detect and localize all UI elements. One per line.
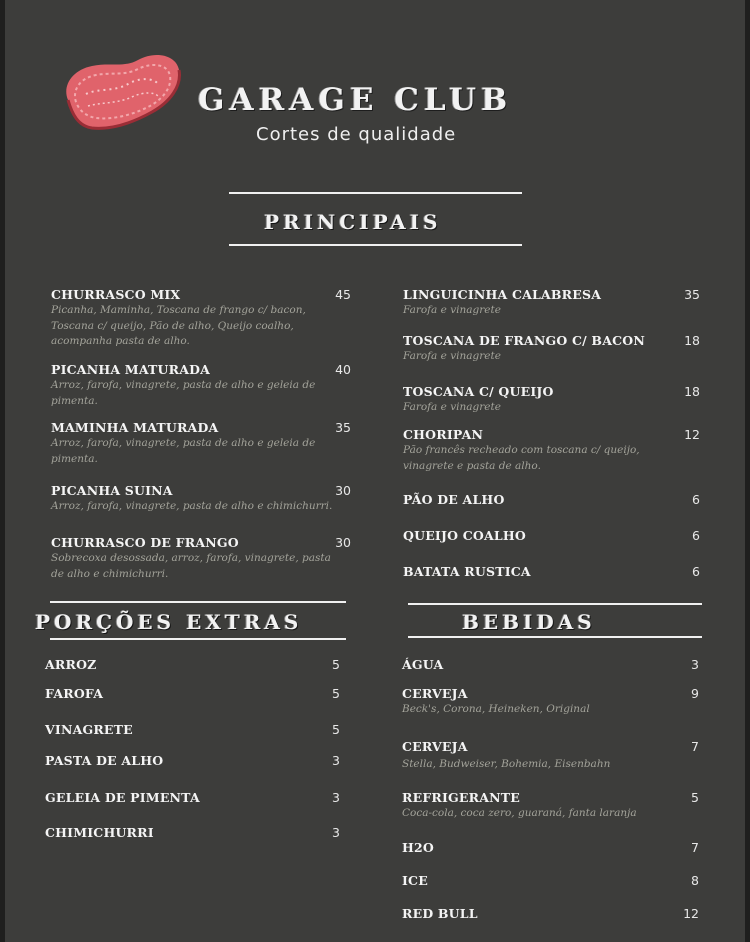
item-description: Farofa e vinagrete bbox=[403, 350, 501, 362]
item-name: TOSCANA DE FRANGO C/ BACON bbox=[403, 333, 645, 348]
item-price: 35 bbox=[684, 287, 700, 302]
item-price: 3 bbox=[332, 753, 340, 768]
item-name: H2O bbox=[402, 840, 434, 855]
item-name: PASTA DE ALHO bbox=[45, 753, 164, 768]
item-name: FAROFA bbox=[45, 686, 104, 701]
menu-item bbox=[51, 535, 343, 582]
item-name: REFRIGERANTE bbox=[402, 790, 520, 805]
item-price: 7 bbox=[691, 739, 699, 754]
item-name: CHIMICHURRI bbox=[45, 825, 154, 840]
item-description: Coca-cola, coca zero, guaraná, fanta laranja bbox=[402, 807, 637, 819]
item-price: 6 bbox=[692, 528, 700, 543]
item-name: BATATA RUSTICA bbox=[403, 564, 531, 579]
item-name: GELEIA DE PIMENTA bbox=[45, 790, 200, 805]
item-description: Arroz, farofa, vinagrete, pasta de alho e geleia de pimenta. bbox=[51, 379, 316, 407]
item-name: PÃO DE ALHO bbox=[403, 492, 505, 507]
item-price: 30 bbox=[335, 483, 351, 498]
menu-item bbox=[403, 287, 663, 319]
item-price: 5 bbox=[691, 790, 699, 805]
item-name: CERVEJA bbox=[402, 739, 468, 754]
item-name: LINGUICINHA CALABRESA bbox=[403, 287, 602, 302]
item-name: QUEIJO COALHO bbox=[403, 528, 526, 543]
item-name: ÁGUA bbox=[402, 657, 444, 672]
steak-icon bbox=[58, 48, 182, 134]
brand-title: GARAGE CLUB bbox=[198, 82, 513, 118]
item-name: ICE bbox=[402, 873, 428, 888]
menu-item bbox=[45, 825, 154, 840]
item-description: Picanha, Maminha, Toscana de frango c/ bacon, Toscana c/ queijo, Pão de alho, Queijo coalho, acompanha pasta de alho. bbox=[51, 304, 306, 347]
item-name: CHURRASCO DE FRANGO bbox=[51, 535, 239, 550]
item-description: Arroz, farofa, vinagrete, pasta de alho e geleia de pimenta. bbox=[51, 437, 316, 465]
divider bbox=[229, 244, 522, 246]
item-name: PICANHA SUINA bbox=[51, 483, 173, 498]
menu-item bbox=[51, 420, 343, 467]
item-price: 6 bbox=[692, 564, 700, 579]
item-name: RED BULL bbox=[402, 906, 478, 921]
item-price: 5 bbox=[332, 722, 340, 737]
item-price: 30 bbox=[335, 535, 351, 550]
menu-item bbox=[45, 753, 163, 768]
right-border bbox=[745, 0, 750, 942]
item-price: 3 bbox=[332, 790, 340, 805]
item-price: 7 bbox=[691, 840, 699, 855]
divider bbox=[229, 192, 522, 194]
menu-item bbox=[51, 287, 343, 350]
item-name: TOSCANA C/ QUEIJO bbox=[403, 384, 554, 399]
menu-item bbox=[45, 686, 103, 701]
item-description: Farofa e vinagrete bbox=[403, 304, 501, 316]
item-name: ARROZ bbox=[45, 657, 97, 672]
item-price: 35 bbox=[335, 420, 351, 435]
divider bbox=[408, 636, 702, 638]
menu-item bbox=[403, 528, 663, 543]
item-price: 12 bbox=[683, 906, 699, 921]
item-price: 18 bbox=[684, 384, 700, 399]
item-price: 12 bbox=[684, 427, 700, 442]
divider bbox=[50, 601, 346, 603]
item-description: Farofa e vinagrete bbox=[403, 401, 501, 413]
item-name: CERVEJA bbox=[402, 686, 468, 701]
menu-item bbox=[51, 483, 351, 515]
item-price: 5 bbox=[332, 686, 340, 701]
item-description: Sobrecoxa desossada, arroz, farofa, vinagrete, pasta de alho e chimichurri. bbox=[51, 552, 331, 580]
menu-item bbox=[402, 739, 662, 773]
menu-item bbox=[45, 790, 200, 805]
section-title-bebidas: BEBIDAS bbox=[462, 610, 596, 634]
item-name: PICANHA MATURADA bbox=[51, 362, 211, 377]
item-name: VINAGRETE bbox=[45, 722, 133, 737]
item-name: MAMINHA MATURADA bbox=[51, 420, 219, 435]
item-description: Beck's, Corona, Heineken, Original bbox=[402, 703, 590, 715]
divider bbox=[50, 638, 346, 640]
item-price: 8 bbox=[691, 873, 699, 888]
menu-item bbox=[402, 686, 662, 718]
item-price: 18 bbox=[684, 333, 700, 348]
item-price: 9 bbox=[691, 686, 699, 701]
menu-item bbox=[45, 722, 133, 737]
item-description: Pão francês recheado com toscana c/ queijo, vinagrete e pasta de alho. bbox=[403, 444, 640, 472]
menu-item bbox=[402, 873, 662, 888]
menu-item bbox=[403, 564, 663, 579]
menu-item bbox=[402, 790, 662, 822]
item-price: 40 bbox=[335, 362, 351, 377]
item-price: 45 bbox=[335, 287, 351, 302]
left-border bbox=[0, 0, 5, 942]
item-description: Arroz, farofa, vinagrete, pasta de alho e chimichurri. bbox=[51, 500, 333, 512]
divider bbox=[408, 603, 702, 605]
menu-item bbox=[403, 492, 663, 507]
item-description: Stella, Budweiser, Bohemia, Eisenbahn bbox=[402, 758, 611, 770]
menu-item bbox=[403, 427, 663, 474]
item-price: 6 bbox=[692, 492, 700, 507]
brand-tagline: Cortes de qualidade bbox=[256, 124, 457, 145]
menu-item bbox=[51, 362, 343, 409]
section-title-principais: PRINCIPAIS bbox=[264, 210, 442, 234]
item-name: CHORIPAN bbox=[403, 427, 484, 442]
section-title-porcoes: PORÇÕES EXTRAS bbox=[35, 610, 303, 634]
item-price: 3 bbox=[332, 825, 340, 840]
item-price: 3 bbox=[691, 657, 699, 672]
menu-item bbox=[402, 657, 662, 672]
menu-item bbox=[402, 840, 662, 855]
menu-item bbox=[403, 333, 663, 365]
menu-item bbox=[45, 657, 97, 672]
menu-item bbox=[403, 384, 663, 416]
menu-item bbox=[402, 906, 662, 921]
item-price: 5 bbox=[332, 657, 340, 672]
item-name: CHURRASCO MIX bbox=[51, 287, 181, 302]
